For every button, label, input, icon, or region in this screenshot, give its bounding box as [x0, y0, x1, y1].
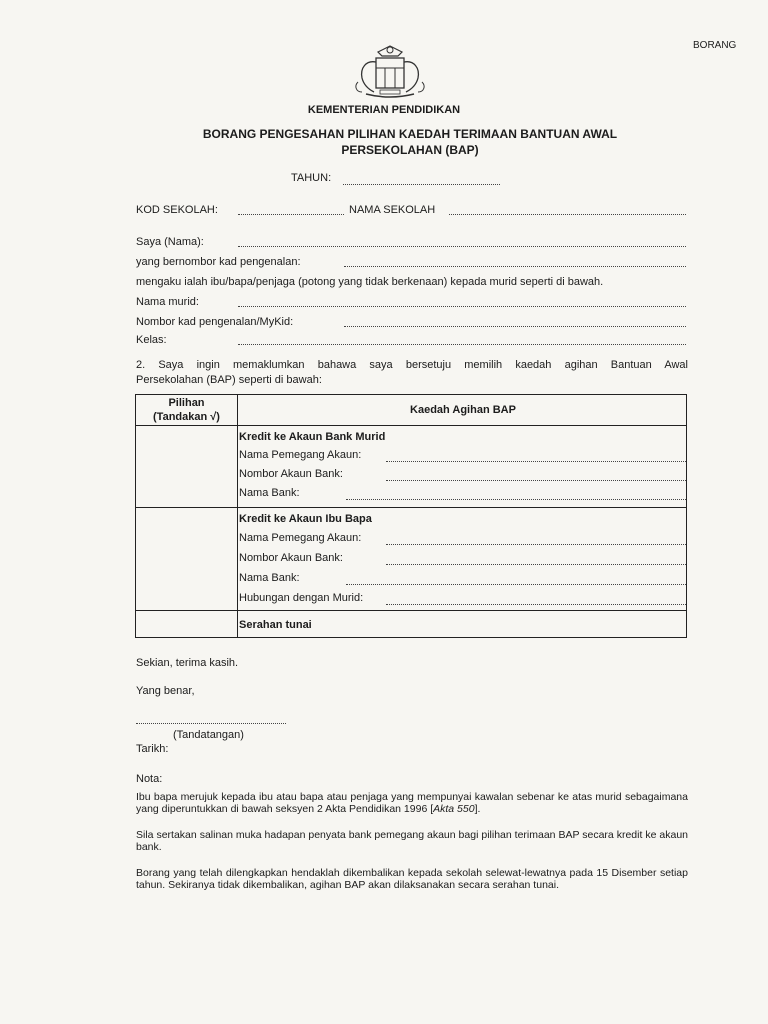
- option2-relation-field[interactable]: [386, 604, 686, 605]
- declarant-name-label: Saya (Nama):: [136, 236, 204, 248]
- option1-account-field[interactable]: [386, 480, 686, 481]
- table-column-divider: [237, 395, 238, 637]
- option1-title: Kredit ke Akaun Bank Murid: [239, 431, 386, 443]
- note-2: Sila sertakan salinan muka hadapan penyata bank pemegang akaun bagi pilihan terimaan BAP secara kredit ke akaun bank.: [136, 829, 688, 853]
- signature-label: (Tandatangan): [173, 729, 244, 741]
- form-code: BORANG: [693, 40, 737, 51]
- option2-account-label: Nombor Akaun Bank:: [239, 552, 343, 564]
- year-field[interactable]: [343, 184, 500, 185]
- choice-header-line2: (Tandakan √): [153, 411, 220, 423]
- option2-relation-label: Hubungan dengan Murid:: [239, 592, 364, 604]
- option1-holder-label: Nama Pemegang Akaun:: [239, 449, 362, 461]
- note-3: Borang yang telah dilengkapkan hendaklah dikembalikan kepada sekolah selewat-lewatnya pada 15 Disember setiap tahun. Sekiranya tidak dikembalikan, agihan BAP akan dilaksanakan secara serahan tunai.: [136, 867, 688, 891]
- year-label: TAHUN:: [291, 172, 332, 184]
- option2-bank-field[interactable]: [346, 584, 686, 585]
- declarant-name-field[interactable]: [238, 246, 686, 247]
- student-name-label: Nama murid:: [136, 296, 199, 308]
- date-label: Tarikh:: [136, 743, 169, 755]
- form-title-line1: BORANG PENGESAHAN PILIHAN KAEDAH TERIMAAN BANTUAN AWAL: [202, 127, 618, 141]
- school-code-field[interactable]: [238, 214, 344, 215]
- note-1-act: Akta 550: [433, 803, 475, 815]
- option2-checkbox-cell[interactable]: [136, 508, 237, 610]
- paragraph-2-line2: Persekolahan (BAP) seperti di bawah:: [136, 374, 322, 386]
- ministry-name: KEMENTERIAN PENDIDIKAN: [307, 104, 461, 116]
- option2-holder-label: Nama Pemegang Akaun:: [239, 532, 362, 544]
- distribution-method-table: [135, 394, 687, 638]
- school-name-field[interactable]: [449, 214, 686, 215]
- choice-header-line1: Pilihan: [168, 397, 205, 409]
- declaration-text: mengaku ialah ibu/bapa/penjaga (potong yang tidak berkenaan) kepada murid seperti di bawah.: [136, 276, 604, 288]
- student-ic-field[interactable]: [344, 326, 686, 327]
- option1-bank-field[interactable]: [346, 499, 686, 500]
- class-label: Kelas:: [136, 334, 167, 346]
- method-header: Kaedah Agihan BAP: [410, 404, 516, 416]
- option1-checkbox-cell[interactable]: [136, 426, 237, 507]
- option3-checkbox-cell[interactable]: [136, 611, 237, 637]
- signature-field[interactable]: [136, 723, 286, 724]
- declarant-ic-field[interactable]: [344, 266, 686, 267]
- closing-text: Sekian, terima kasih.: [136, 657, 239, 669]
- form-title-line2: PERSEKOLAHAN (BAP): [341, 143, 479, 157]
- coat-of-arms-icon: [348, 42, 432, 102]
- option2-account-field[interactable]: [386, 564, 686, 565]
- option2-holder-field[interactable]: [386, 544, 686, 545]
- school-name-label: NAMA SEKOLAH: [349, 204, 436, 216]
- student-ic-label: Nombor kad pengenalan/MyKid:: [136, 316, 294, 328]
- option3-title: Serahan tunai: [239, 619, 312, 631]
- regards-text: Yang benar,: [136, 685, 195, 697]
- paragraph-2-line1: 2. Saya ingin memaklumkan bahawa saya bersetuju memilih kaedah agihan Bantuan Awal: [136, 359, 688, 371]
- declarant-ic-label: yang bernombor kad pengenalan:: [136, 256, 301, 268]
- note-1-text: Ibu bapa merujuk kepada ibu atau bapa atau penjaga yang mempunyai kawalan sebenar ke atas murid sebagaimana yang diperuntukkan di bawah seksyen 2 Akta Pendidikan 1996 [: [136, 791, 688, 815]
- option2-title: Kredit ke Akaun Ibu Bapa: [239, 513, 372, 525]
- note-1-end: ].: [474, 803, 481, 815]
- option1-holder-field[interactable]: [386, 461, 686, 462]
- note-1: [136, 791, 688, 815]
- option1-account-label: Nombor Akaun Bank:: [239, 468, 343, 480]
- class-field[interactable]: [238, 344, 686, 345]
- school-code-label: KOD SEKOLAH:: [136, 204, 218, 216]
- notes-title: Nota:: [136, 773, 163, 785]
- student-name-field[interactable]: [238, 306, 686, 307]
- option2-bank-label: Nama Bank:: [239, 572, 300, 584]
- option1-bank-label: Nama Bank:: [239, 487, 300, 499]
